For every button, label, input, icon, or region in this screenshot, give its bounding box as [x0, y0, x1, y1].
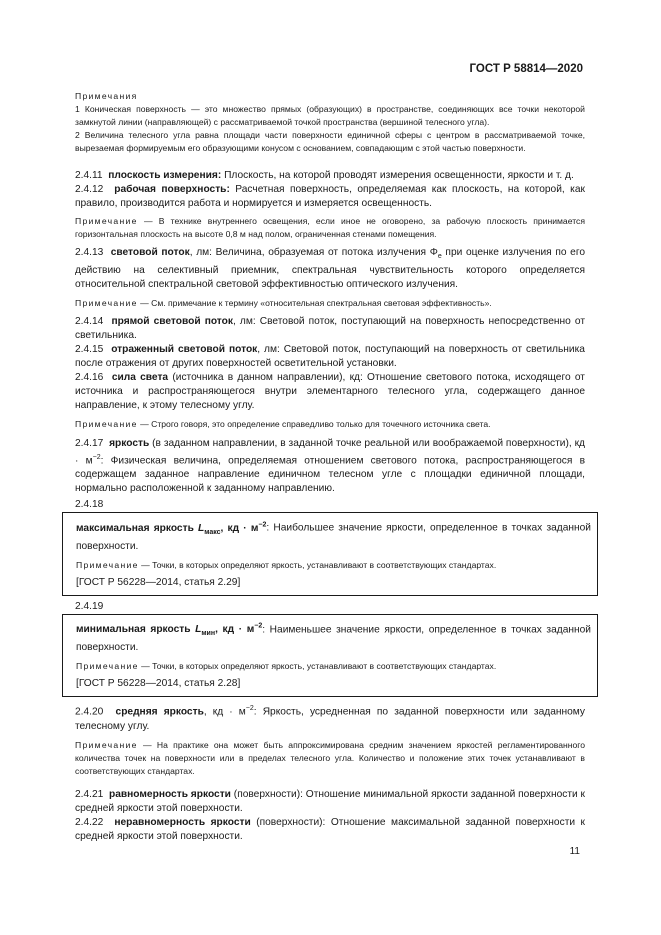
term-2-4-18-definition: максимальная яркость $L_{макс}$, кд · $м^{-2}$: Наибольшее значение яркости, определенное в точках заданной поверхности.: [76, 521, 591, 552]
term-name: равномерность яркости: [109, 788, 231, 800]
page-number: 11: [569, 846, 580, 857]
reference-2-4-19: [ГОСТ Р 56228—2014, статья 2.28]: [76, 678, 241, 690]
term-2-4-17: 2.4.17 яркость (в заданном направлении, в заданной точке реальной или воображаемой поверхности), кд · $м^{-2}$: Физическая величина, определяемая отношением светового потока, распространяющегося в содержащем заданное направление единичном телесном угле с площадки единичной площади, нормально расположенной к заданному направлению.: [75, 438, 585, 495]
document-number: ГОСТ Р 58814—2020: [469, 63, 583, 75]
term-name: световой поток: [110, 247, 190, 258]
notes-title: Примечания: [75, 91, 138, 101]
term-name: яркость: [109, 438, 150, 450]
term-2-4-19-definition: минимальная яркость $L_{мин}$, кд · $м^{-2}$: Наименьшее значение яркости, определенное в точках заданной поверхности.: [76, 622, 591, 654]
term-name: сила света: [111, 372, 169, 384]
term-name: рабочая поверхность:: [114, 184, 230, 195]
term-name: максимальная яркость: [76, 522, 194, 534]
term-2-4-21: 2.4.21 равномерность яркости (поверхности): Отношение минимальной яркости заданной поверхности к средней яркости этой поверхности.: [75, 788, 585, 814]
term-2-4-12: 2.4.12 рабочая поверхность: Расчетная поверхность, определяемая как плоскость, на которой, как правило, производится работа и нормируется и измеряется освещенность.: [75, 184, 585, 209]
term-2-4-22: 2.4.22 неравномерность яркости (поверхности): Отношение максимальной заданной поверхности к средней яркости этой поверхности.: [75, 816, 585, 842]
term-2-4-15: 2.4.15 отраженный световой поток, лм: Световой поток, поступающий на поверхность от светильника после отражения от других поверхностей осветительной установки.: [75, 344, 585, 370]
note-2-4-18: Примечание — Точки, в которых определяют яркость, устанавливают в соответствующих стандартах.: [76, 559, 497, 570]
note-2-4-13: Примечание — См. примечание к термину «относительная спектральная световая эффективность».: [75, 298, 492, 309]
term-2-4-11: 2.4.11 плоскость измерения: Плоскость, на которой проводят измерения освещенности, яркости и т. д.: [75, 170, 574, 181]
note-2-4-16: Примечание — Строго говоря, это определение справедливо только для точечного источника света.: [75, 419, 491, 430]
term-name: минимальная яркость: [76, 624, 191, 636]
notes-block: [75, 90, 585, 155]
note-2: 2 Величина телесного угла равна площади части поверхности единичной сферы с центром в рассматриваемой точке, вырезаемая формируемым его образующими конусом с основанием, совпадающим с этой частью поверхности.: [75, 130, 585, 153]
term-name: отраженный световой поток: [111, 344, 258, 356]
note-2-4-12: Примечание — В технике внутреннего освещения, если иное не оговорено, за рабочую плоскость принимается горизонтальная плоскость на высоте 0,8 м над полом, ограниченная стенами помещения.: [75, 216, 585, 239]
term-2-4-16: 2.4.16 сила света (источника в данном направлении), кд: Отношение светового потока, исходящего от источника и распространяющегося внутри элементарного телесного угла, содержащего данное направление, к этому телесному углу.: [75, 372, 585, 412]
term-2-4-14: 2.4.14 прямой световой поток, лм: Световой поток, поступающий на поверхность непосредственно от светильника.: [75, 316, 585, 342]
term-2-4-19-box: [62, 614, 598, 697]
term-2-4-20: 2.4.20 средняя яркость, кд · $м^{-2}$: Яркость, усредненная по заданной поверхности или заданному телесному углу.: [75, 705, 585, 732]
reference-2-4-18: [ГОСТ Р 56228—2014, статья 2.29]: [76, 576, 241, 588]
term-2-4-18-box: [62, 512, 598, 595]
term-2-4-13: 2.4.13 световой поток, лм: Величина, образуемая от потока излучения $\Phi_e$ при оценке излучения по его действию на селективный приемник, спектральная чувствительность которого определяется относительной спектральной световой эффективностью оптического излучения.: [75, 247, 585, 291]
term-2-4-18-number: 2.4.18: [75, 499, 104, 511]
term-name: неравномерность яркости: [114, 816, 251, 828]
page-content: [75, 90, 591, 844]
note-2-4-19: Примечание — Точки, в которых определяют яркость, устанавливают в соответствующих стандартах.: [76, 661, 497, 672]
term-name: средняя яркость: [115, 706, 204, 718]
term-name: плоскость измерения:: [108, 170, 222, 181]
note-1: 1 Коническая поверхность — это множество прямых (образующих) в пространстве, соединяющих все точки некоторой замкнутой линии (направляющей) с рассматриваемой точкой пространства (вершиной телесного угла).: [75, 104, 585, 127]
term-2-4-19-number: 2.4.19: [75, 600, 104, 612]
note-2-4-20: Примечание — На практике она может быть аппроксимирована средним значением яркостей регламентированного количества точек на поверхности или в пределах телесного угла. Количество и положение этих точек устанавливают в соответствующих стандартах.: [75, 739, 585, 776]
term-name: прямой световой поток: [111, 316, 233, 328]
